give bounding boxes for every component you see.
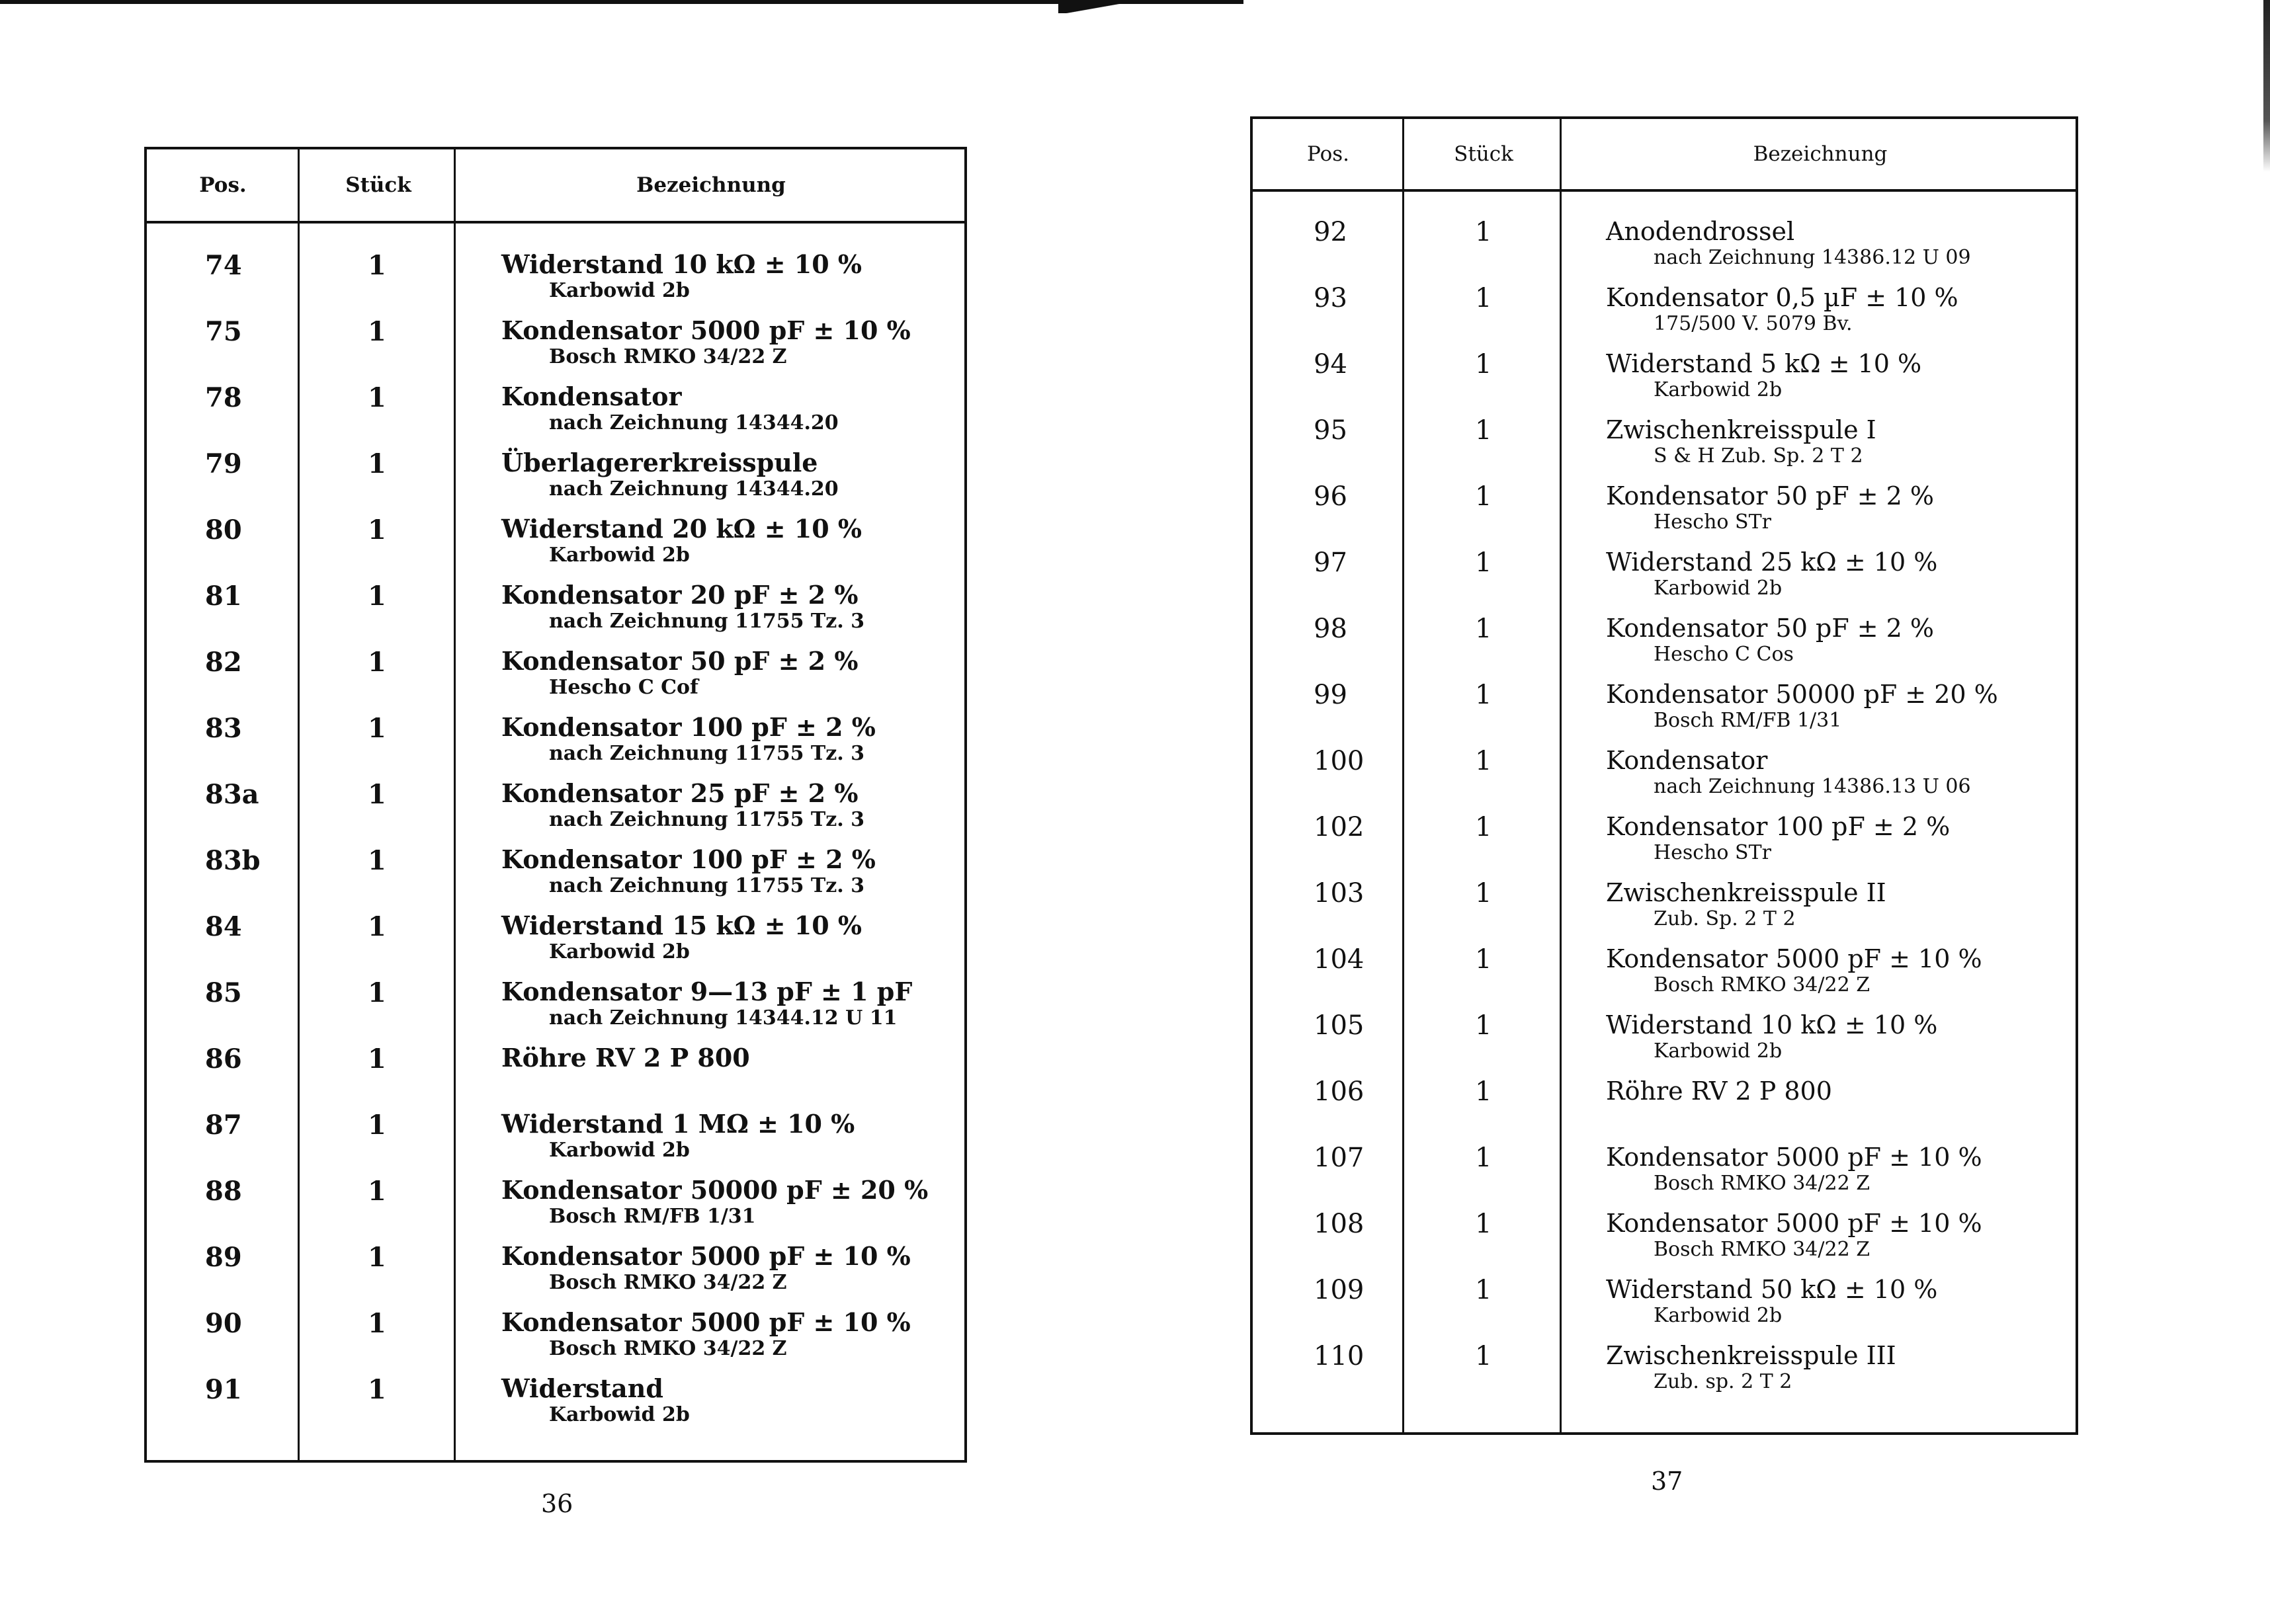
part-name: Widerstand 50 kΩ ± 10 %	[1606, 1275, 1938, 1304]
quantity: 1	[368, 250, 386, 281]
part-name: Kondensator 5000 pF ± 10 %	[1606, 944, 1982, 973]
description	[501, 316, 911, 369]
part-name: Kondensator	[1606, 746, 1768, 775]
part-reference: Karbowid 2b	[549, 940, 690, 963]
scan-top-edge-tip	[1058, 0, 1257, 13]
pos-number: 80	[205, 514, 242, 546]
description	[1606, 1143, 1982, 1196]
part-reference: Karbowid 2b	[549, 544, 690, 567]
column-divider	[1402, 119, 1404, 1432]
quantity: 1	[1475, 1209, 1492, 1239]
quantity: 1	[1475, 349, 1492, 380]
description	[501, 382, 839, 435]
quantity: 1	[1475, 1143, 1492, 1173]
part-name: Widerstand 10 kΩ ± 10 %	[1606, 1010, 1938, 1039]
pos-number: 99	[1314, 680, 1347, 710]
part-name: Widerstand 10 kΩ ± 10 %	[501, 249, 862, 279]
table-header	[147, 149, 964, 223]
header-qty: Stück	[1454, 142, 1513, 166]
quantity: 1	[368, 448, 386, 479]
part-name: Kondensator 5000 pF ± 10 %	[501, 1241, 911, 1271]
part-name: Kondensator 20 pF ± 2 %	[501, 580, 859, 610]
part-reference: Bosch RMKO 34/22 Z	[1654, 1238, 1871, 1261]
part-reference: Bosch RMKO 34/22 Z	[1654, 1172, 1871, 1195]
part-name: Kondensator 5000 pF ± 10 %	[1606, 1143, 1982, 1172]
quantity: 1	[1475, 944, 1492, 975]
description	[501, 250, 862, 303]
part-reference: Hescho C Cof	[549, 676, 698, 699]
description	[1606, 680, 1998, 733]
description	[501, 1110, 855, 1162]
header-desc: Bezeichnung	[636, 173, 786, 197]
part-reference: Hescho C Cos	[1654, 643, 1794, 666]
description	[501, 911, 862, 964]
part-reference: nach Zeichnung 14344.20	[549, 477, 839, 501]
part-reference: nach Zeichnung 14386.13 U 06	[1654, 775, 1971, 798]
part-reference: Zub. Sp. 2 T 2	[1654, 907, 1796, 930]
part-reference: nach Zeichnung 11755 Tz. 3	[549, 808, 865, 831]
description	[501, 1374, 690, 1427]
part-name: Überlagererkreisspule	[501, 448, 818, 477]
pos-number: 75	[205, 316, 242, 347]
quantity: 1	[368, 845, 386, 876]
pos-number: 94	[1314, 349, 1347, 380]
column-divider	[298, 149, 300, 1460]
part-name: Kondensator 50000 pF ± 20 %	[501, 1175, 929, 1205]
part-reference: Karbowid 2b	[549, 1403, 690, 1426]
header-pos: Pos.	[1306, 142, 1350, 166]
quantity: 1	[1475, 1275, 1492, 1305]
pos-number: 79	[205, 448, 242, 479]
pos-number: 82	[205, 647, 242, 678]
pos-number: 90	[205, 1308, 242, 1339]
part-name: Röhre RV 2 P 800	[501, 1043, 750, 1073]
quantity: 1	[1475, 614, 1492, 644]
part-name: Röhre RV 2 P 800	[1606, 1076, 1832, 1106]
quantity: 1	[1475, 680, 1492, 710]
description	[1606, 349, 1921, 402]
description	[1606, 746, 1971, 799]
part-name: Kondensator 50 pF ± 2 %	[501, 646, 859, 676]
pos-number: 102	[1314, 812, 1365, 842]
scan-top-edge	[0, 0, 1243, 4]
pos-number: 98	[1314, 614, 1347, 644]
description	[1606, 283, 1958, 336]
description	[501, 1308, 911, 1361]
column-divider	[454, 149, 456, 1460]
quantity: 1	[368, 1110, 386, 1141]
part-reference: nach Zeichnung 14344.20	[549, 411, 839, 434]
pos-number: 84	[205, 911, 242, 942]
pos-number: 110	[1314, 1341, 1365, 1371]
quantity: 1	[1475, 1341, 1492, 1371]
quantity: 1	[368, 1308, 386, 1339]
description	[1606, 1010, 1937, 1063]
pos-number: 92	[1314, 217, 1347, 247]
pos-number: 85	[205, 977, 242, 1008]
part-reference: Bosch RMKO 34/22 Z	[549, 1337, 787, 1360]
part-name: Zwischenkreisspule I	[1606, 415, 1876, 444]
pos-number: 105	[1314, 1010, 1365, 1041]
quantity: 1	[1475, 481, 1492, 512]
description	[1606, 944, 1982, 997]
part-name: Zwischenkreisspule II	[1606, 878, 1886, 907]
pos-number: 81	[205, 581, 242, 612]
part-name: Widerstand	[501, 1373, 663, 1403]
part-reference: nach Zeichnung 11755 Tz. 3	[549, 610, 865, 633]
part-reference: nach Zeichnung 11755 Tz. 3	[549, 742, 865, 765]
part-reference: 175/500 V. 5079 Bv.	[1654, 312, 1853, 335]
part-reference: Hescho STr	[1654, 510, 1771, 534]
quantity: 1	[1475, 217, 1492, 247]
page-number: 37	[1651, 1467, 1683, 1496]
quantity: 1	[368, 316, 386, 347]
description	[501, 713, 876, 766]
part-reference: Karbowid 2b	[1654, 1304, 1783, 1327]
pos-number: 83b	[205, 845, 261, 876]
quantity: 1	[368, 647, 386, 678]
description	[1606, 1209, 1982, 1262]
description	[1606, 415, 1876, 468]
pos-number: 108	[1314, 1209, 1365, 1239]
quantity: 1	[1475, 415, 1492, 446]
quantity: 1	[368, 382, 386, 413]
description	[1606, 217, 1971, 270]
pos-number: 74	[205, 250, 242, 281]
quantity: 1	[368, 1374, 386, 1405]
part-name: Kondensator 25 pF ± 2 %	[501, 778, 859, 808]
part-name: Widerstand 25 kΩ ± 10 %	[1606, 548, 1938, 577]
description	[1606, 548, 1937, 600]
description	[501, 448, 839, 501]
pos-number: 89	[205, 1242, 242, 1273]
pos-number: 87	[205, 1110, 242, 1141]
part-name: Kondensator 50 pF ± 2 %	[1606, 481, 1935, 510]
pos-number: 91	[205, 1374, 242, 1405]
pos-number: 104	[1314, 944, 1365, 975]
quantity: 1	[1475, 812, 1492, 842]
part-reference: Karbowid 2b	[1654, 577, 1783, 600]
description	[1606, 1341, 1896, 1394]
description	[1606, 614, 1934, 667]
part-reference: Karbowid 2b	[549, 279, 690, 302]
parts-table-page-37	[1250, 116, 2078, 1435]
pos-number: 86	[205, 1043, 242, 1075]
part-reference: Karbowid 2b	[1654, 1039, 1783, 1063]
header-pos: Pos.	[199, 173, 247, 197]
part-name: Kondensator 50000 pF ± 20 %	[1606, 680, 1998, 709]
quantity: 1	[1475, 283, 1492, 313]
part-name: Kondensator 50 pF ± 2 %	[1606, 614, 1935, 643]
description	[1606, 878, 1886, 931]
part-name: Widerstand 15 kΩ ± 10 %	[501, 911, 862, 940]
scan-right-edge	[2263, 0, 2270, 172]
part-name: Widerstand 5 kΩ ± 10 %	[1606, 349, 1922, 378]
part-name: Kondensator 100 pF ± 2 %	[501, 712, 876, 742]
pos-number: 93	[1314, 283, 1347, 313]
quantity: 1	[368, 514, 386, 546]
header-desc: Bezeichnung	[1753, 142, 1888, 166]
quantity: 1	[1475, 746, 1492, 776]
table-header	[1253, 119, 2076, 192]
pos-number: 96	[1314, 481, 1347, 512]
part-reference: Bosch RM/FB 1/31	[1654, 709, 1842, 732]
part-reference: Bosch RMKO 34/22 Z	[549, 345, 787, 368]
part-name: Kondensator 5000 pF ± 10 %	[501, 1307, 911, 1337]
pos-number: 107	[1314, 1143, 1365, 1173]
description	[501, 514, 862, 567]
part-name: Zwischenkreisspule III	[1606, 1341, 1896, 1370]
quantity: 1	[1475, 1010, 1492, 1041]
quantity: 1	[368, 779, 386, 810]
description	[1606, 1076, 1832, 1106]
description	[501, 647, 858, 700]
quantity: 1	[368, 977, 386, 1008]
parts-table-page-36	[144, 147, 967, 1463]
part-reference: nach Zeichnung 14386.12 U 09	[1654, 246, 1971, 269]
part-name: Kondensator 5000 pF ± 10 %	[1606, 1209, 1982, 1238]
part-name: Kondensator 0,5 µF ± 10 %	[1606, 283, 1958, 312]
quantity: 1	[1475, 878, 1492, 909]
part-name: Kondensator 5000 pF ± 10 %	[501, 315, 911, 345]
description	[1606, 481, 1934, 534]
description	[501, 1176, 928, 1229]
part-reference: S & H Zub. Sp. 2 T 2	[1654, 444, 1863, 467]
part-reference: nach Zeichnung 14344.12 U 11	[549, 1006, 898, 1030]
quantity: 1	[368, 713, 386, 744]
part-name: Kondensator	[501, 382, 682, 411]
pos-number: 83	[205, 713, 242, 744]
quantity: 1	[1475, 1076, 1492, 1107]
quantity: 1	[368, 1043, 386, 1075]
part-name: Kondensator 100 pF ± 2 %	[501, 844, 876, 874]
pos-number: 97	[1314, 548, 1347, 578]
part-reference: Bosch RMKO 34/22 Z	[1654, 973, 1871, 996]
description	[501, 779, 864, 832]
column-divider	[1560, 119, 1562, 1432]
part-reference: Bosch RM/FB 1/31	[549, 1205, 756, 1228]
part-name: Widerstand 20 kΩ ± 10 %	[501, 514, 862, 544]
part-name: Anodendrossel	[1606, 217, 1795, 246]
pos-number: 100	[1314, 746, 1365, 776]
part-reference: Bosch RMKO 34/22 Z	[549, 1271, 787, 1294]
part-name: Widerstand 1 MΩ ± 10 %	[501, 1109, 855, 1139]
quantity: 1	[368, 1176, 386, 1207]
part-reference: Karbowid 2b	[1654, 378, 1783, 401]
part-reference: Karbowid 2b	[549, 1139, 690, 1162]
description	[1606, 1275, 1937, 1328]
header-qty: Stück	[345, 173, 411, 197]
quantity: 1	[368, 581, 386, 612]
description	[1606, 812, 1950, 865]
pos-number: 95	[1314, 415, 1347, 446]
part-reference: nach Zeichnung 11755 Tz. 3	[549, 874, 865, 897]
part-reference: Hescho STr	[1654, 841, 1771, 864]
description	[501, 845, 876, 898]
page-number: 36	[541, 1489, 573, 1518]
quantity: 1	[368, 1242, 386, 1273]
part-name: Kondensator 9—13 pF ± 1 pF	[501, 977, 913, 1006]
pos-number: 88	[205, 1176, 242, 1207]
quantity: 1	[1475, 548, 1492, 578]
description	[501, 581, 864, 633]
description	[501, 1043, 750, 1073]
pos-number: 106	[1314, 1076, 1365, 1107]
part-reference: Zub. sp. 2 T 2	[1654, 1370, 1792, 1393]
description	[501, 977, 912, 1030]
pos-number: 83a	[205, 779, 259, 810]
description	[501, 1242, 911, 1295]
quantity: 1	[368, 911, 386, 942]
part-name: Kondensator 100 pF ± 2 %	[1606, 812, 1951, 841]
pos-number: 78	[205, 382, 242, 413]
pos-number: 103	[1314, 878, 1365, 909]
pos-number: 109	[1314, 1275, 1365, 1305]
